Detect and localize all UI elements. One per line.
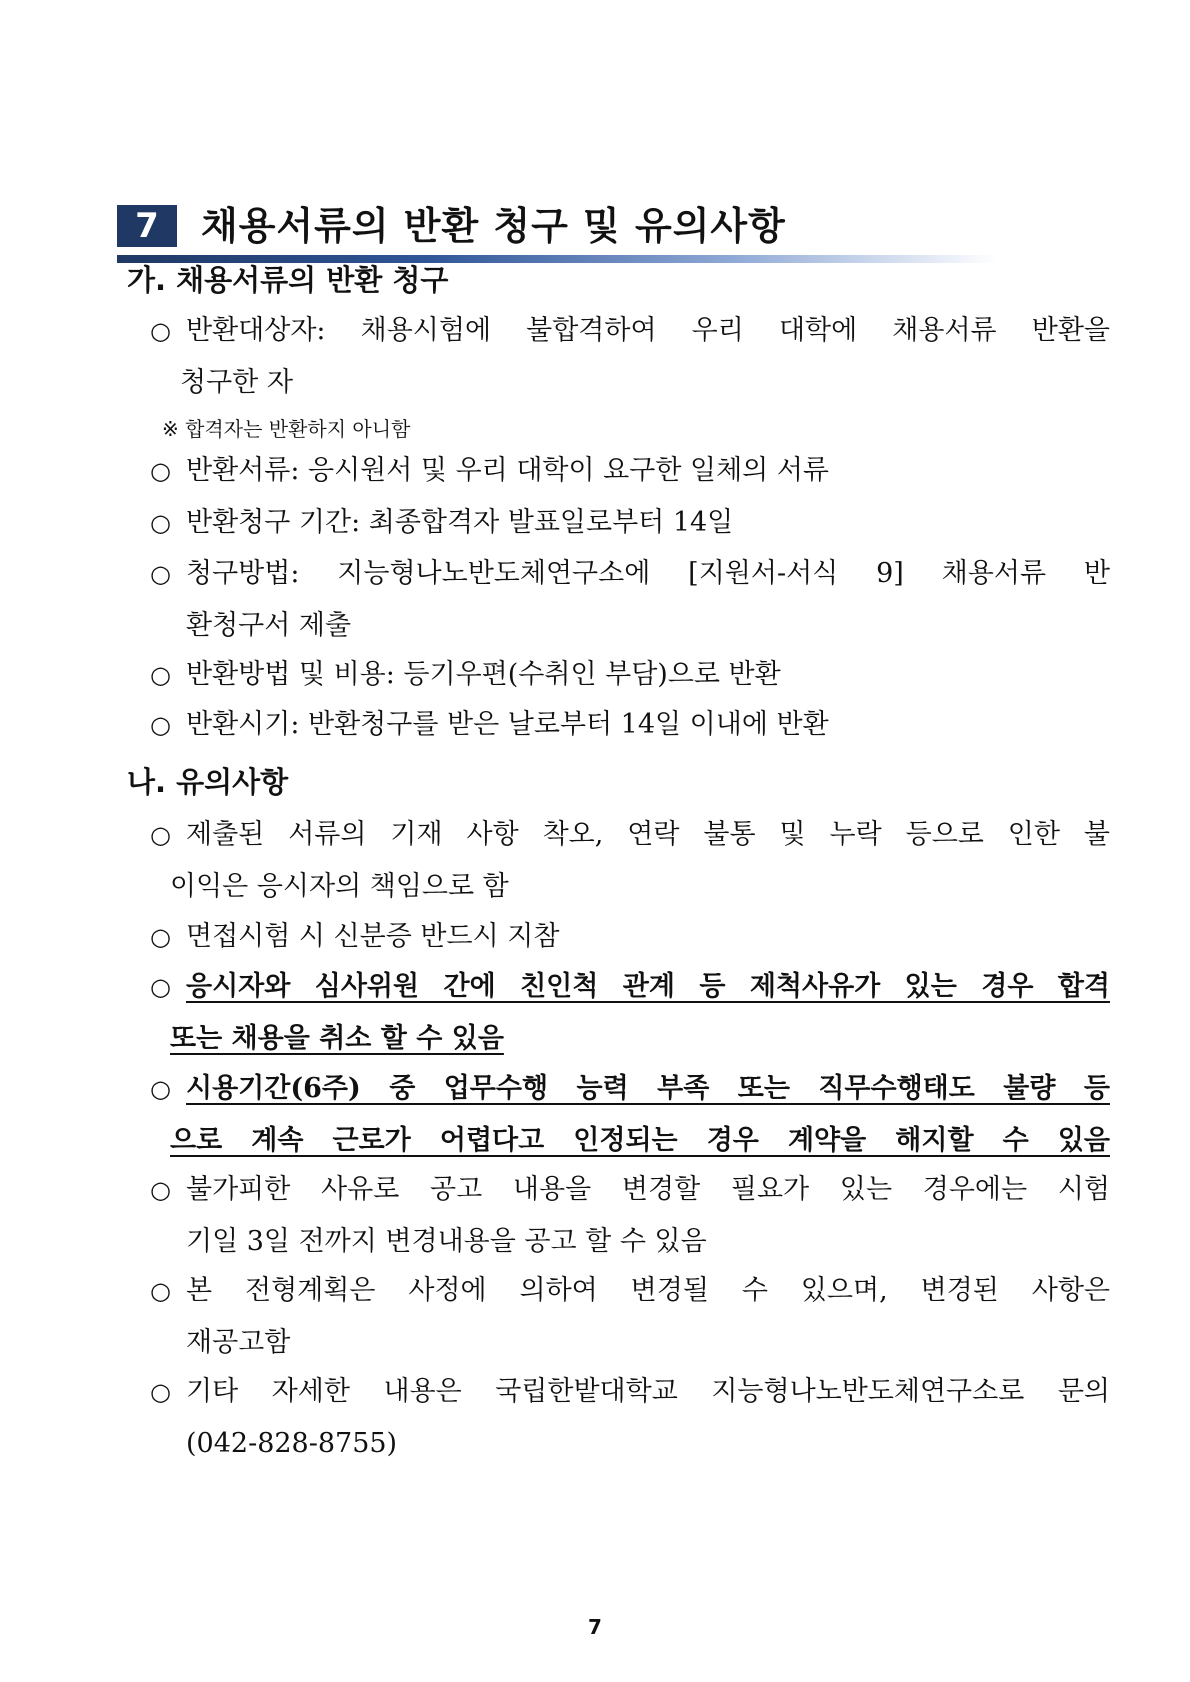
- bullet-icon: ○: [150, 973, 171, 1001]
- item-text: 반환대상자: 채용시험에 불합격하여 우리 대학에 채용서류 반환을: [186, 315, 1110, 346]
- bullet-icon: ○: [150, 821, 171, 849]
- item-text: 시용기간(6주) 중 업무수행 능력 부족 또는 직무수행태도 불량 등: [186, 1073, 1110, 1104]
- bullet-icon: ○: [150, 509, 171, 537]
- item-text-cont: (042-828-8755): [186, 1428, 398, 1459]
- bullet-icon: ○: [150, 1075, 171, 1103]
- item-text: 본 전형계획은 사정에 의하여 변경될 수 있으며, 변경된 사항은: [186, 1275, 1110, 1306]
- bullet-icon: ○: [150, 1378, 171, 1406]
- item-text: 제출된 서류의 기재 사항 착오, 연락 불통 및 누락 등으로 인한 불: [186, 819, 1110, 850]
- bullet-icon: ○: [150, 317, 171, 345]
- bullet-icon: ○: [150, 560, 171, 588]
- item-text: 청구방법: 지능형나노반도체연구소에 [지원서-서식 9] 채용서류 반: [186, 558, 1110, 589]
- section-title: 채용서류의 반환 청구 및 유의사항: [201, 204, 786, 248]
- item-text-cont: 으로 계속 근로가 어렵다고 인정되는 경우 계약을 해지할 수 있음: [170, 1125, 1110, 1156]
- bullet-icon: ○: [150, 1176, 171, 1204]
- section-header: [117, 201, 997, 263]
- item-text: 응시자와 심사위원 간에 친인척 관계 등 제척사유가 있는 경우 합격: [186, 971, 1110, 1002]
- item-text: 면접시험 시 신분증 반드시 지참: [186, 921, 560, 952]
- item-text-cont: 이익은 응시자의 책임으로 함: [170, 871, 509, 902]
- item-text-cont: 또는 채용을 취소 할 수 있음: [170, 1023, 504, 1054]
- item-text-cont: 재공고함: [186, 1327, 291, 1358]
- subheading-return-request: 가. 채용서류의 반환 청구: [127, 263, 449, 297]
- item-text: 반환시기: 반환청구를 받은 날로부터 14일 이내에 반환: [186, 709, 829, 740]
- bullet-icon: ○: [150, 457, 171, 485]
- item-text-cont: 기일 3일 전까지 변경내용을 공고 할 수 있음: [186, 1226, 707, 1257]
- item-text: 불가피한 사유로 공고 내용을 변경할 필요가 있는 경우에는 시험: [186, 1174, 1110, 1205]
- item-text: 반환방법 및 비용: 등기우편(수취인 부담)으로 반환: [186, 659, 781, 690]
- section-number-badge: 7: [117, 205, 177, 247]
- note-passed-applicants: ※ 합격자는 반환하지 아니함: [162, 417, 411, 441]
- item-text: 반환서류: 응시원서 및 우리 대학이 요구한 일체의 서류: [186, 455, 829, 486]
- item-text-cont: 환청구서 제출: [186, 610, 352, 641]
- page-number: 7: [588, 1615, 602, 1639]
- item-text: 기타 자세한 내용은 국립한밭대학교 지능형나노반도체연구소로 문의: [186, 1376, 1110, 1407]
- item-text: 반환청구 기간: 최종합격자 발표일로부터 14일: [186, 507, 734, 538]
- subheading-notes: 나. 유의사항: [127, 765, 289, 799]
- bullet-icon: ○: [150, 661, 171, 689]
- bullet-icon: ○: [150, 711, 171, 739]
- bullet-icon: ○: [150, 923, 171, 951]
- item-text-cont: 청구한 자: [180, 367, 293, 398]
- bullet-icon: ○: [150, 1277, 171, 1305]
